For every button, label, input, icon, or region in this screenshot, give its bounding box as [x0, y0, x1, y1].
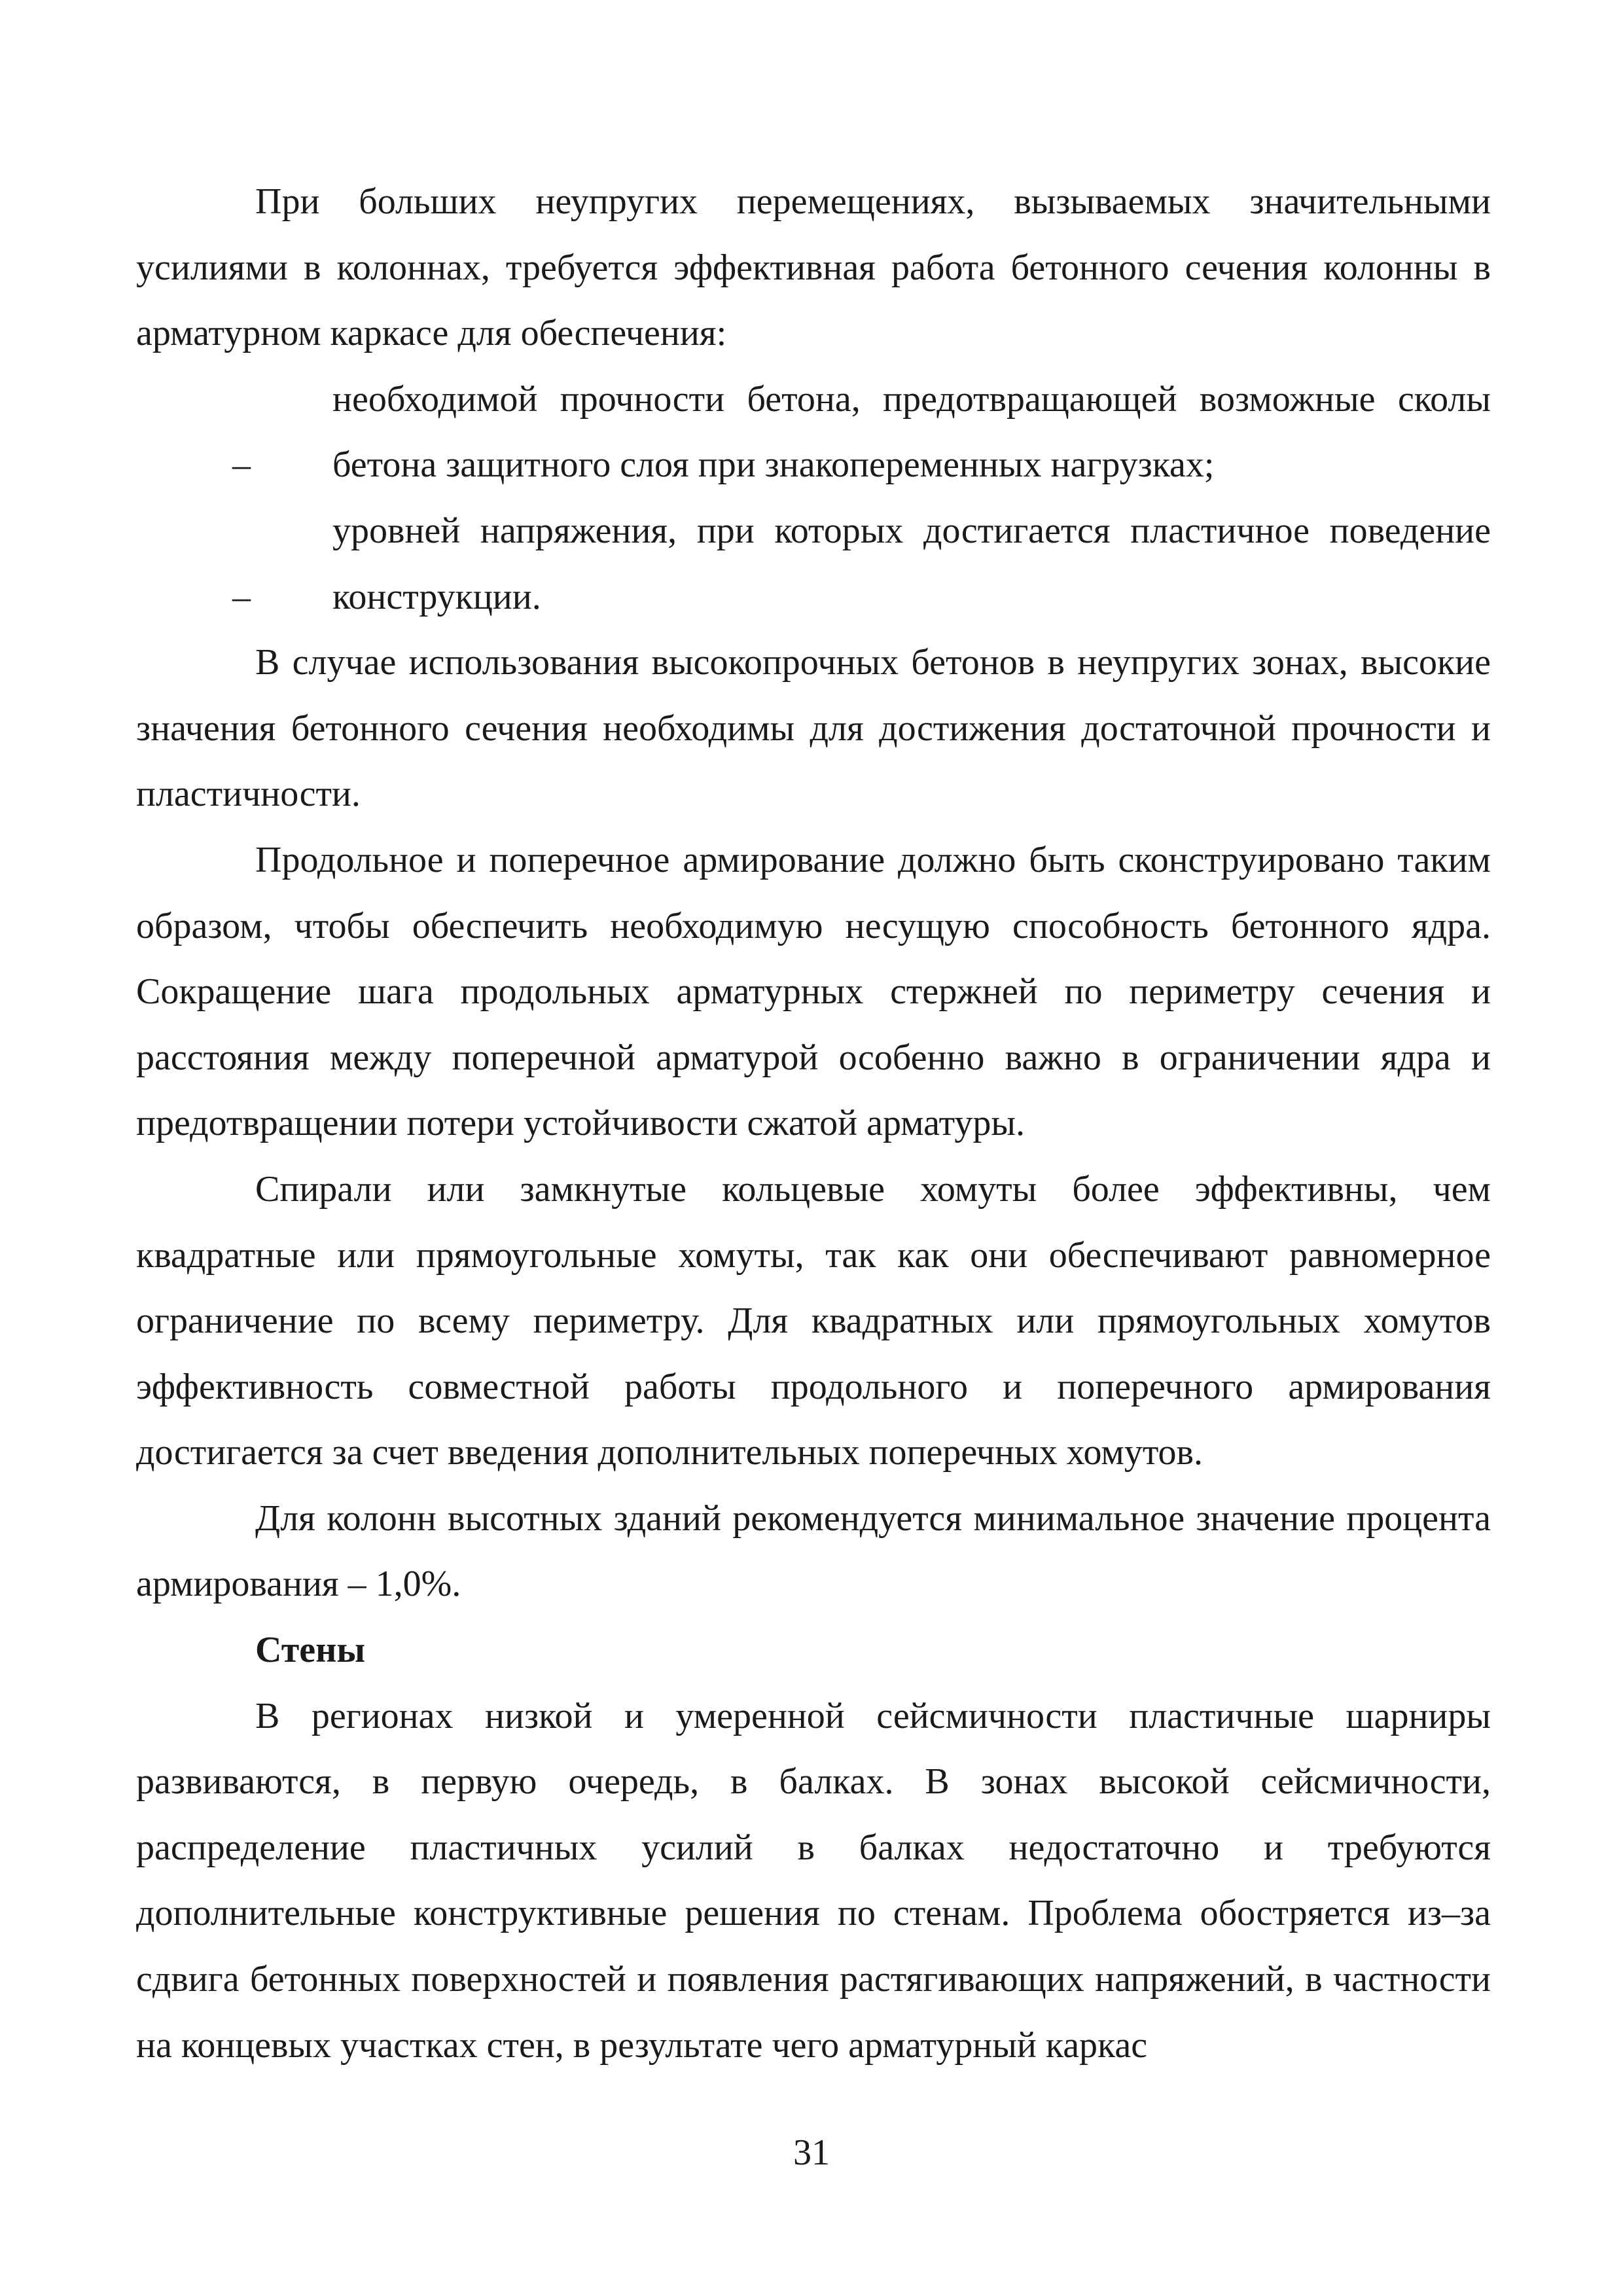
paragraph-high-strength-concrete: В случае использования высокопрочных бетонов в неупругих зонах, высокие значения бетонного сечения необходимы для достижения достаточной прочности и пластичности.	[136, 642, 1491, 815]
page-number: 31	[793, 2132, 830, 2173]
list-item-text: уровней напряжения, при которых достигается пластичное поведение конструкции.	[332, 510, 1491, 617]
paragraph-min-reinforcement: Для колонн высотных зданий рекомендуется минимальное значение процента армирования – 1,0%.	[136, 1498, 1491, 1605]
paragraph-seismic-walls: В регионах низкой и умеренной сейсмичности пластичные шарниры развиваются, в первую очередь, в балках. В зонах высокой сейсмичности, распределение пластичных усилий в балках недостаточно и требуются дополнительные конструктивные решения по стенам. Проблема обостряется из–за сдвига бетонных поверхностей и появления растягивающих напряжений, в частности на концевых участках стен, в результате чего арматурный каркас	[136, 1695, 1491, 2066]
body-text	[136, 169, 1491, 2078]
list-item-stress-levels: –уровней напряжения, при которых достигается пластичное поведение конструкции.	[136, 498, 1491, 630]
list-item-text: необходимой прочности бетона, предотвращающей возможные сколы бетона защитного слоя при знакопеременных нагрузках;	[332, 378, 1491, 486]
paragraph-spirals: Спирали или замкнутые кольцевые хомуты более эффективны, чем квадратные или прямоугольные хомуты, так как они обеспечивают равномерное ограничение по всему периметру. Для квадратных или прямоугольных хомутов эффективность совместной работы продольного и поперечного армирования достигается за счет введения дополнительных поперечных хомутов.	[136, 1168, 1491, 1473]
paragraph-columns-intro: При больших неупругих перемещениях, вызываемых значительными усилиями в колоннах, требуется эффективная работа бетонного сечения колонны в арматурном каркасе для обеспечения:	[136, 181, 1491, 354]
paragraph-reinforcement: Продольное и поперечное армирование должно быть сконструировано таким образом, чтобы обеспечить необходимую несущую способность бетонного ядра. Сокращение шага продольных арматурных стержней по периметру сечения и расстояния между поперечной арматурой особенно важно в ограничении ядра и предотвращении потери устойчивости сжатой арматуры.	[136, 839, 1491, 1144]
list-item-concrete-strength: –необходимой прочности бетона, предотвращающей возможные сколы бетона защитного слоя при знакопеременных нагрузках;	[136, 367, 1491, 498]
section-heading-walls: Стены	[255, 1630, 366, 1671]
